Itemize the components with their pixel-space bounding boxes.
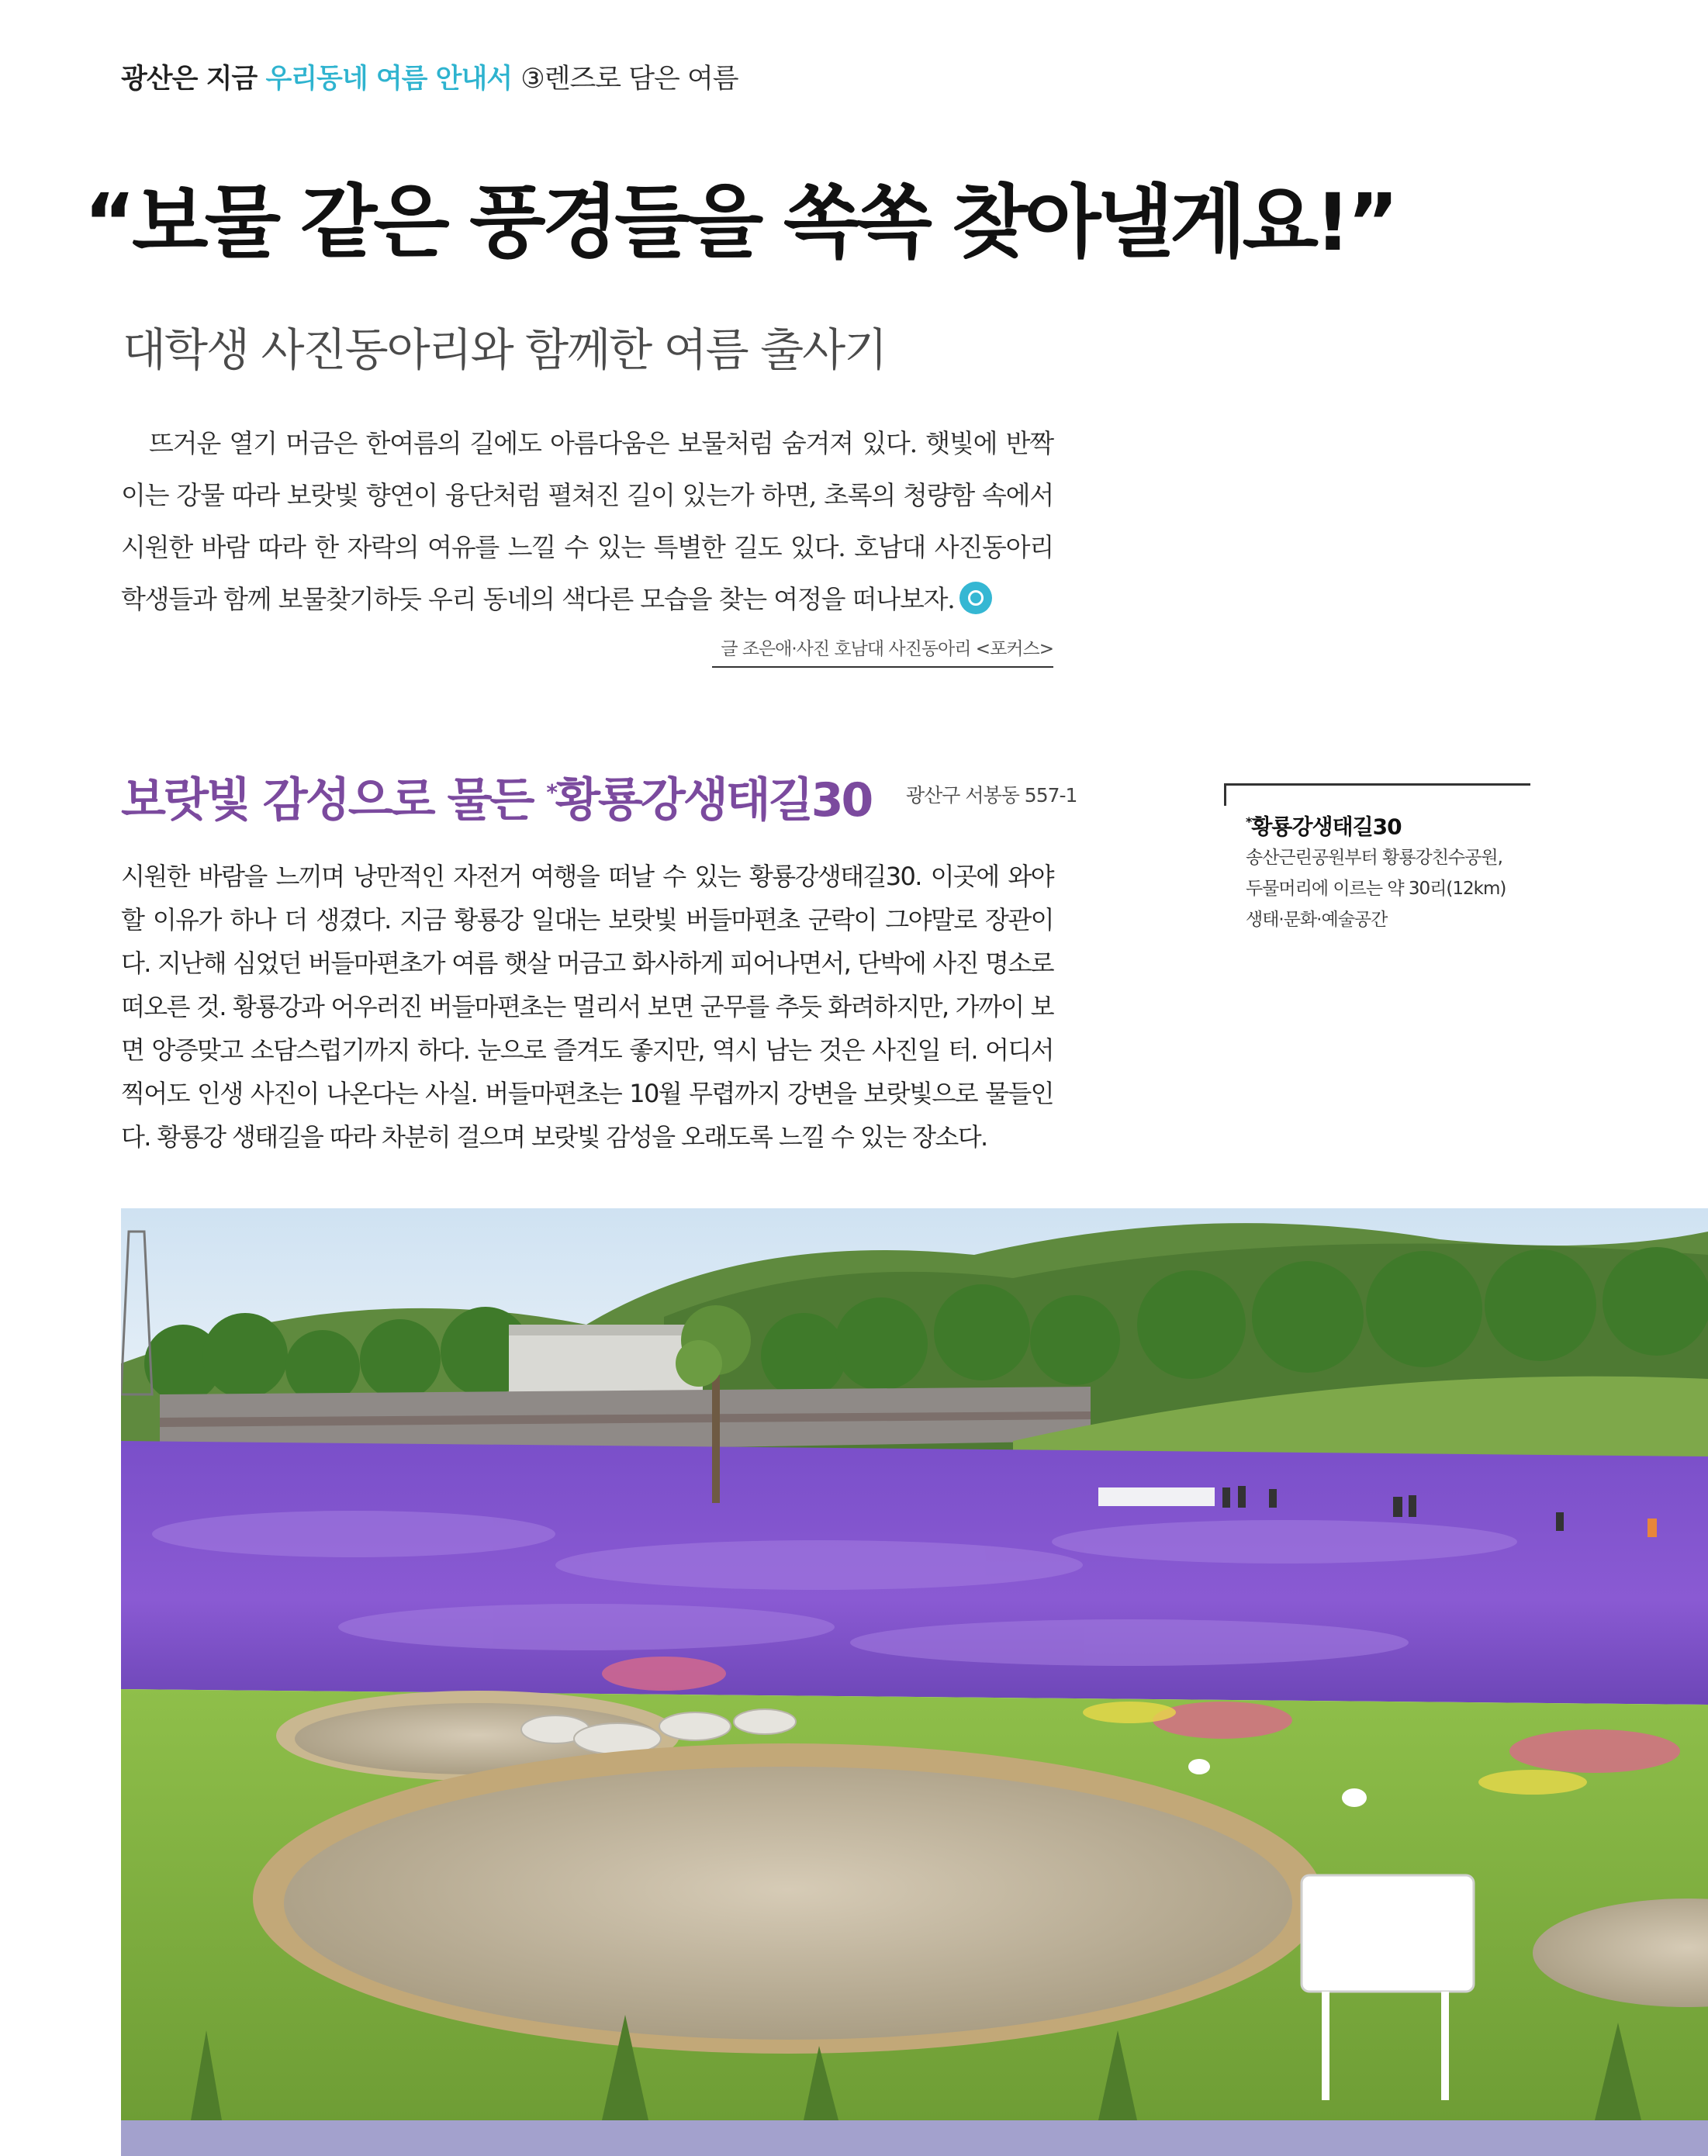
- sidenote-mark: *: [1246, 814, 1252, 829]
- running-header: [121, 57, 738, 96]
- sidenote-line: 두물머리에 이르는 약 30리(12km): [1246, 879, 1506, 900]
- sidenote: [1246, 807, 1540, 935]
- sidenote-frame: [1224, 783, 1530, 806]
- badge-icon: [959, 582, 992, 614]
- section-title-mark: *: [546, 779, 555, 805]
- header-prefix: 광산은 지금: [121, 64, 258, 95]
- subtitle: 대학생 사진동아리와 함께한 여름 출사기: [123, 323, 887, 376]
- lavender-field-photo: [121, 1208, 1708, 2120]
- header-series: 우리동네 여름 안내서: [265, 64, 513, 95]
- intro-paragraph: [121, 417, 1053, 625]
- section-body: 시원한 바람을 느끼며 낭만적인 자전거 여행을 떠날 수 있는 황룡강생태길30. 이곳에 와야 할 이유가 하나 더 생겼다. 지금 황룡강 일대는 보랏빛 버들마편초 군락이 그야말로 장관이다. 지난해 심었던 버들마편초가 여름 햇살 머금고 화사하게 피어나면서, 단박에 사진 명소로 떠오른 것. 황룡강과 어우러진 버들마편초는 멀리서 보면 군무를 추듯 화려하지만, 가까이 보면 앙증맞고 소담스럽기까지 하다. 눈으로 즐겨도 좋지만, 역시 남는 것은 사진일 터. 어디서 찍어도 인생 사진이 나온다는 사실. 버들마편초는 10월 무렵까지 강변을 보랏빛으로 물들인다. 황룡강 생태길을 따라 차분히 걸으며 보랏빛 감성을 오래도록 느낄 수 있는 장소다.: [121, 862, 1053, 1152]
- bottom-color-bar: [121, 2120, 1708, 2156]
- sidenote-line: 생태·문화·예술공간: [1246, 910, 1388, 931]
- sidenote-title-text: 황룡강생태길30: [1251, 814, 1402, 840]
- intro-text: 뜨거운 열기 머금은 한여름의 길에도 아름다움은 보물처럼 숨겨져 있다. 햇빛에 반짝이는 강물 따라 보랏빛 향연이 융단처럼 펼쳐진 길이 있는가 하면, 초록의 청량함 속에서 시원한 바람 따라 한 자락의 여유를 느낄 수 있는 특별한 길도 있다. 호남대 사진동아리 학생들과 함께 보물찾기하듯 우리 동네의 색다른 모습을 찾는 여정을 떠나보자.: [121, 428, 1053, 614]
- headline: “보물 같은 풍경들을 쏙쏙 찾아낼게요!”: [84, 177, 1395, 269]
- sidenote-title: [1246, 807, 1540, 842]
- section-title: [121, 763, 871, 830]
- byline-credit: 글 조은애·사진 호남대 사진동아리 <포커스>: [712, 634, 1053, 668]
- section-title-place: 황룡강생태길30: [555, 773, 872, 828]
- section-address: 광산구 서봉동 557-1: [906, 784, 1077, 807]
- sidenote-line: 송산근린공원부터 황룡강친수공원,: [1246, 848, 1502, 869]
- header-episode: ③렌즈로 담은 여름: [520, 64, 738, 95]
- section-title-prefix: 보랏빛 감성으로 물든: [121, 773, 547, 828]
